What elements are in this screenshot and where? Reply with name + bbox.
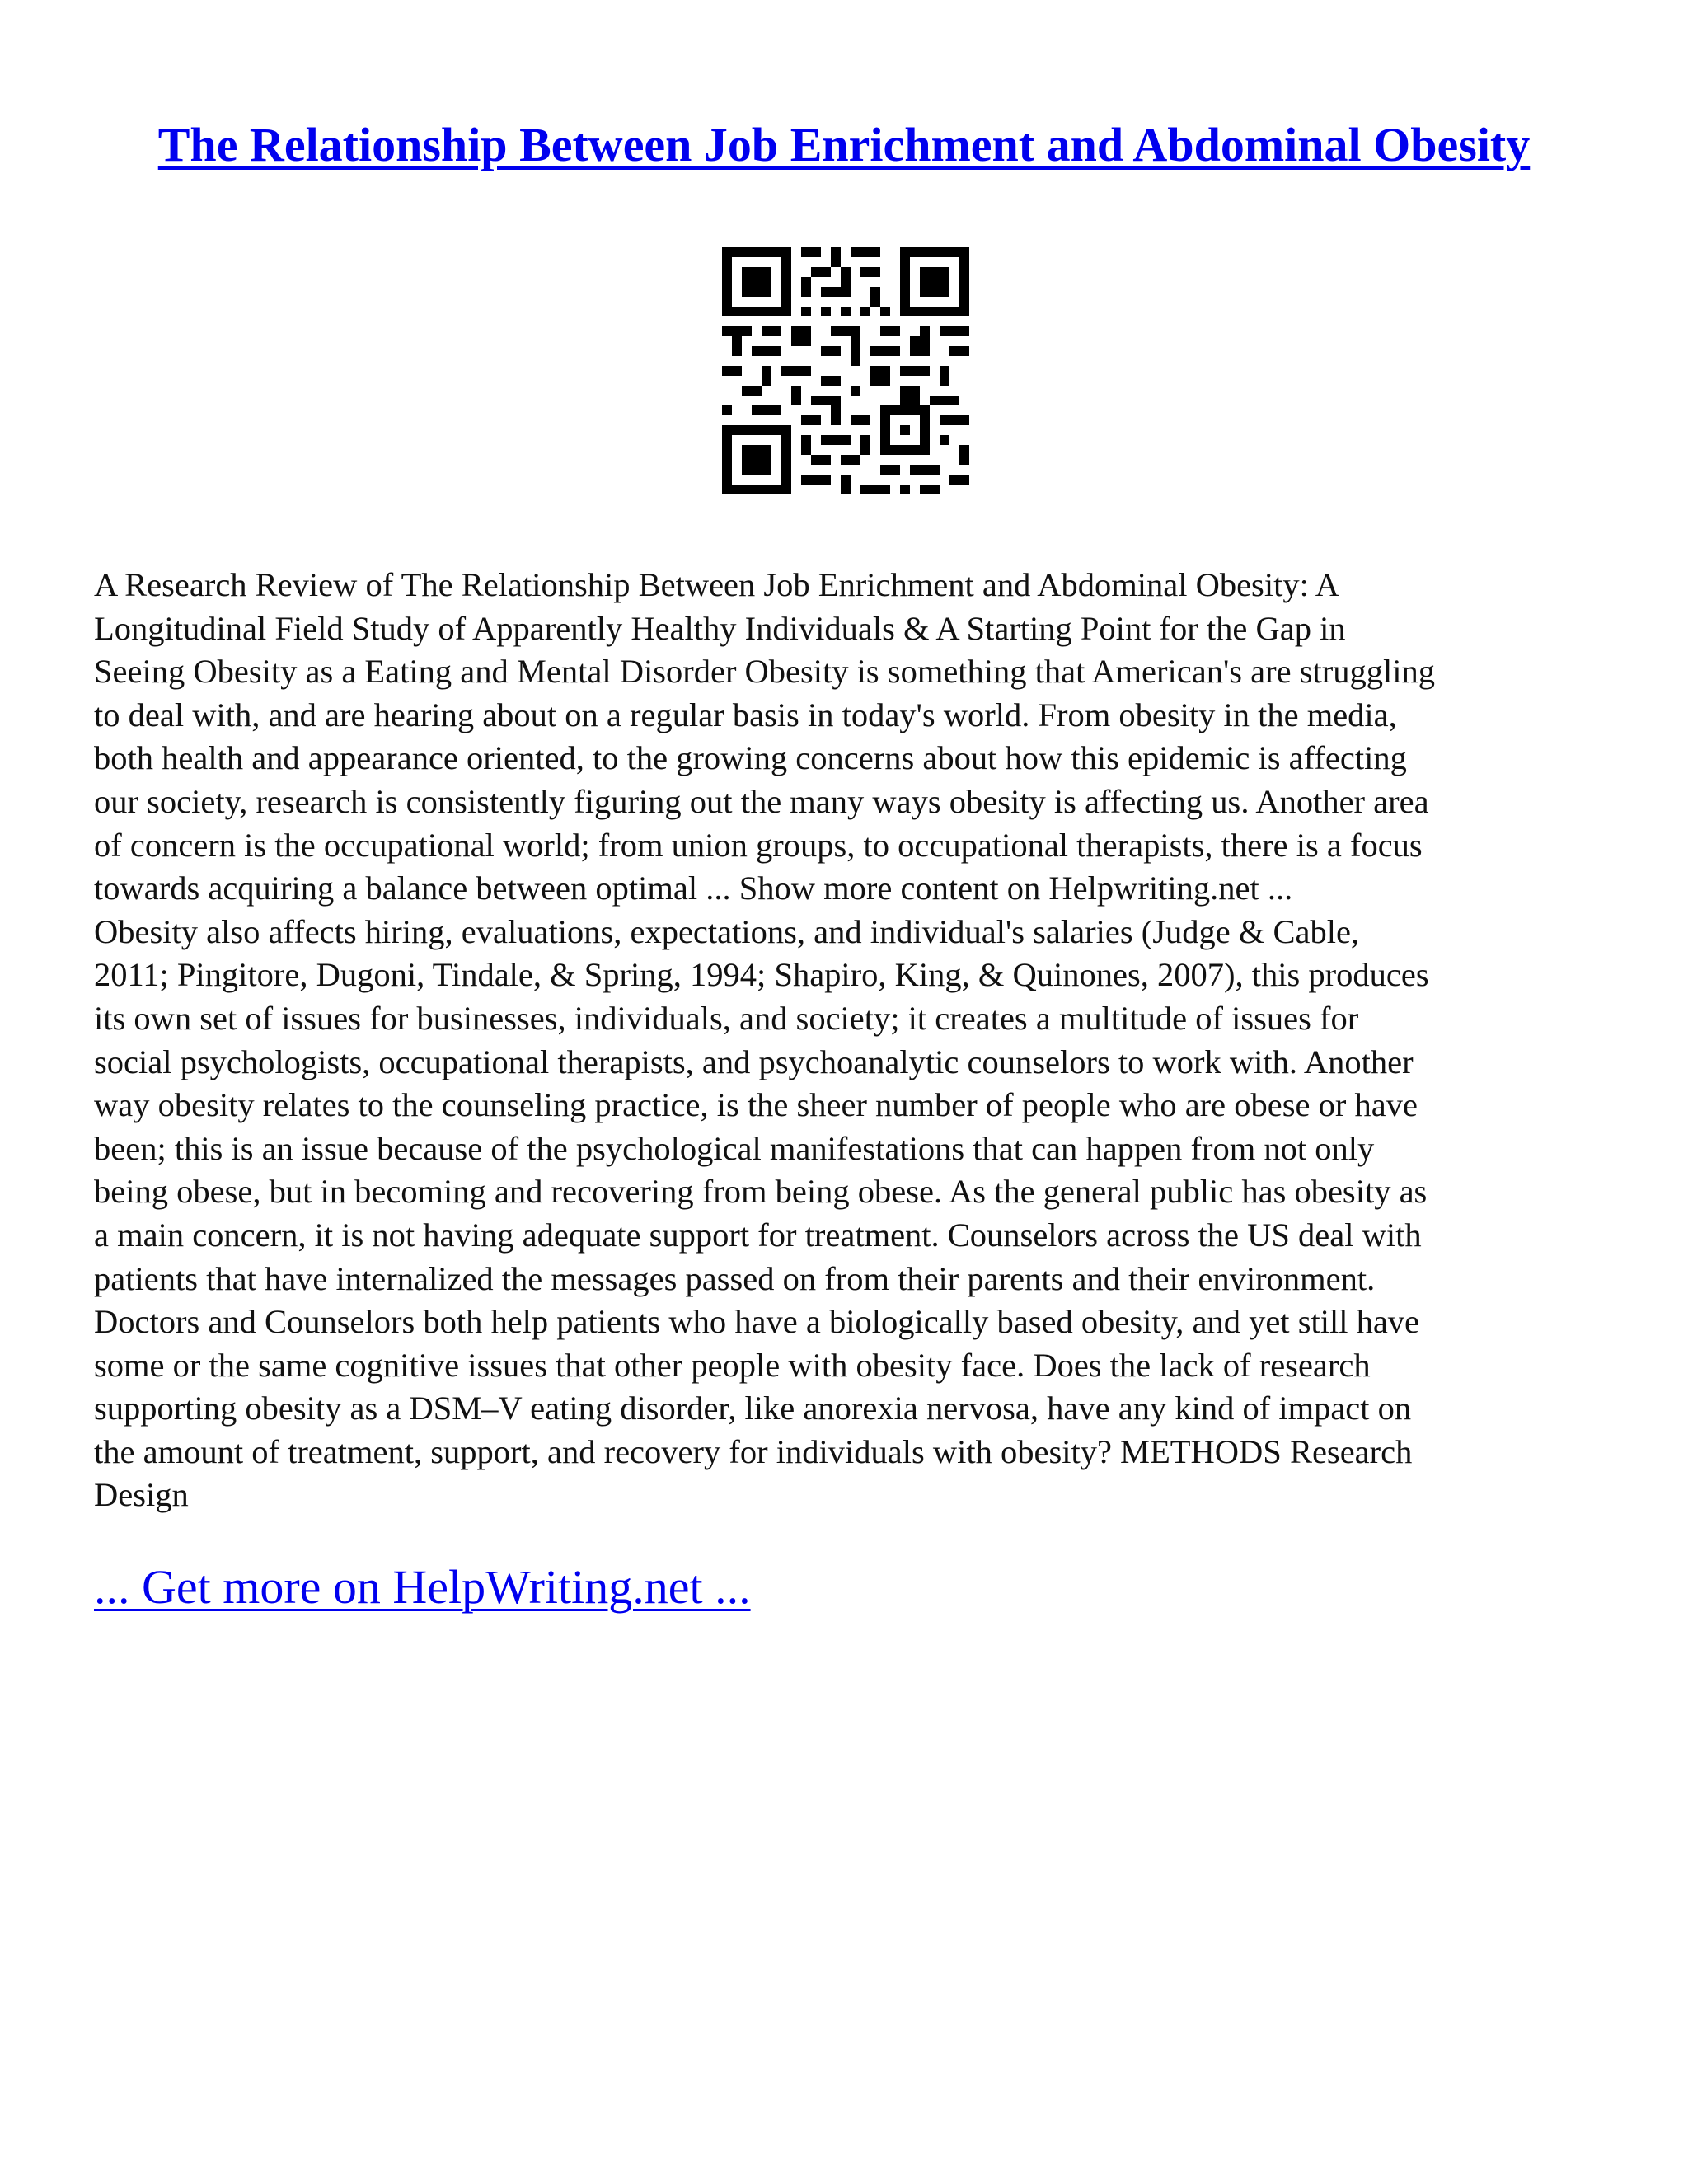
qr-code-graphic <box>722 247 969 494</box>
article-body: A Research Review of The Relationship Between Job Enrichment and Abdominal Obesity: A Longitudinal Field Study of Apparently Healthy Individuals & A Starting Point for the Gap in Seeing Obesity as a Eating and Mental Disorder Obesity is something that American's are struggling to deal with, and are hearing about on a regular basis in today's world. From obesity in the media, both health and appearance oriented, to the growing concerns about how this epidemic is affecting our society, research is consistently figuring out the many ways obesity is affecting us. Another area of concern is the occupational world; from union groups, to occupational therapists, there is a focus towards acquiring a balance between optimal ... Show more content on Helpwriting.net ... Obesity also affects hiring, evaluations, expectations, and individual's salaries (Judge & Cable, 2011; Pingitore, Dugoni, Tindale, & Spring, 1994; Shapiro, King, & Quinones, 2007), this produces its own set of issues for businesses, individuals, and society; it creates a multitude of issues for social psychologists, occupational therapists, and psychoanalytic counselors to work with. Another way obesity relates to the counseling practice, is the sheer number of people who are obese or have been; this is an issue because of the psychological manifestations that can happen from not only being obese, but in becoming and recovering from being obese. As the general public has obesity as a main concern, it is not having adequate support for treatment. Counselors across the US deal with patients that have internalized the messages passed on from their parents and their environment. Doctors and Counselors both help patients who have a biologically based obesity, and yet still have some or the same cognitive issues that other people with obesity face. Does the lack of research supporting obesity as a DSM–V eating disorder, like anorexia nervosa, have any kind of impact on the amount of treatment, support, and recovery for individuals with obesity? METHODS Research Design <box>94 566 1435 1514</box>
document-title-link[interactable]: The Relationship Between Job Enrichment and Abdominal Obesity <box>157 118 1531 171</box>
title-container <box>0 115 1688 175</box>
qr-code-icon <box>722 247 969 494</box>
get-more-link[interactable]: ... Get more on HelpWriting.net ... <box>94 1560 751 1614</box>
